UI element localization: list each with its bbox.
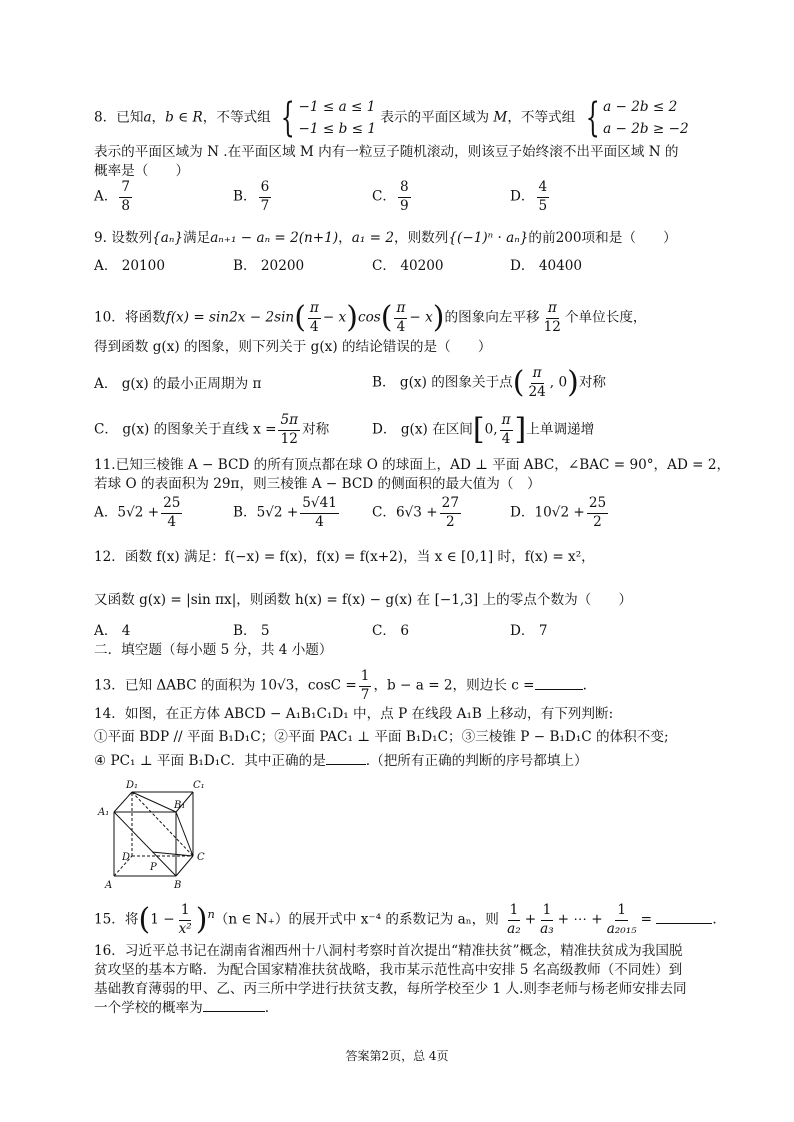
paren-open: ( (512, 365, 525, 401)
frac-den: 7 (260, 197, 270, 214)
q10-option-a: A． g(x) 的最小正周期为 π (94, 376, 262, 392)
frac-den: 4 (167, 513, 177, 530)
q10-text2: 的图象向左平移 (444, 309, 540, 326)
frac-den: a₃ (540, 920, 554, 937)
label-C1: C₁ (193, 780, 205, 791)
opt-label: A． (94, 504, 118, 521)
frac-den: 4 (310, 318, 319, 335)
q15-line1 (94, 904, 717, 936)
optD-zero: 0, (484, 421, 498, 438)
frac-den: 2 (446, 513, 455, 530)
q9-text4: 的前200项和是（ ） (528, 230, 677, 246)
q11-option-b (233, 497, 341, 529)
paren-open: ( (380, 300, 393, 336)
q10-formula: f(x) = sin2x − 2sin (165, 309, 295, 326)
frac-num: π (546, 302, 559, 319)
q8-text2: ，不等式组 (202, 109, 271, 126)
frac-den: 5 (538, 197, 548, 214)
q15-period: . (712, 911, 717, 928)
optB-text2: 对称 (578, 374, 606, 391)
equals: = (640, 911, 652, 928)
frac (440, 497, 461, 529)
opt-label: C． (372, 188, 396, 205)
answer-blank[interactable] (203, 1011, 265, 1012)
frac (526, 367, 547, 399)
q12-line2: 又函数 g(x) = |sin πx|，则函数 h(x) = f(x) − g(x) 在 [−1,3] 上的零点个数为（ ） (94, 592, 633, 608)
q10-text: 10．将函数 (94, 309, 166, 326)
bracket-open: [ (472, 412, 485, 448)
q13-period: . (582, 677, 587, 694)
dots: + ⋯ + (557, 911, 603, 928)
frac (500, 414, 513, 446)
one-minus: 1 − (150, 911, 175, 928)
q8-text4: ，不等式组 (507, 109, 576, 126)
edge-BC (176, 856, 193, 876)
q14-line1: 14．如图，在正方体 ABCD − A₁B₁C₁D₁ 中，点 P 在线段 A₁B 上移动，有下列判断: (94, 706, 614, 722)
frac-num: 5π (278, 414, 300, 431)
sys1-row1: −1 ≤ a ≤ 1 (298, 99, 376, 115)
q13-text2: ，b − a = 2，则边长 c = (373, 677, 535, 694)
frac-den: x² (178, 920, 192, 937)
label-D: D (122, 852, 131, 863)
frac-num: 25 (587, 497, 608, 514)
frac-den: 12 (280, 430, 298, 447)
q14-line2: ①平面 BDP // 平面 B₁D₁C；②平面 PAC₁ ⊥ 平面 B₁D₁C；③三棱锥 P − B₁D₁C 的体积不变; (94, 729, 669, 745)
label-B: B (174, 880, 182, 890)
q13-text: 13．已知 ΔABC 的面积为 10√3，cosC = (94, 677, 357, 694)
q16-line3: 基础教育薄弱的甲、乙、丙三所中学进行扶贫支教，每所学校至少 1 人.则李老师与杨老师安排去同 (94, 981, 687, 997)
q10-text3: 个单位长度， (564, 309, 647, 326)
opt-pre: 5√2 + (256, 504, 299, 521)
frac-num: 7 (119, 181, 132, 198)
cube-figure (96, 776, 208, 890)
q14-text2: .（把所有正确的判断的序号都填上） (365, 753, 588, 769)
optD-text: D． g(x) 在区间 (372, 421, 473, 438)
q9-seq: {aₙ} (152, 230, 183, 246)
paren-open: ( (294, 300, 306, 336)
frac (300, 497, 339, 529)
minus-x: − x (322, 309, 347, 326)
diag-PC (152, 852, 193, 856)
q9-formula1: aₙ₊₁ − aₙ = 2(n+1) (210, 230, 339, 246)
frac-pi-12 (542, 302, 563, 334)
q16-text: 一个学校的概率为 (94, 1000, 203, 1016)
label-B1: B₁ (174, 800, 186, 811)
q8-option-c (372, 181, 413, 213)
diag-D1B1 (132, 792, 176, 812)
q11-option-a (94, 497, 184, 529)
q11-option-c (372, 497, 463, 529)
opt-pre: 10√2 + (534, 504, 585, 521)
q14-text: ④ PC₁ ⊥ 平面 B₁D₁C．其中正确的是 (94, 753, 326, 769)
frac-den: 12 (543, 318, 561, 335)
frac-num: 1 (508, 904, 521, 921)
frac-den: 8 (121, 197, 131, 214)
frac-den: 4 (396, 318, 406, 335)
frac (177, 904, 194, 936)
var-M: M (489, 109, 508, 126)
answer-blank[interactable] (535, 689, 583, 690)
frac-den: 24 (528, 383, 546, 400)
q15-text: 15．将 (94, 911, 139, 928)
answer-blank[interactable] (326, 764, 366, 765)
q9-text3: ，则数列 (394, 230, 449, 246)
minus-x: − x (409, 309, 433, 326)
sys2-row2: a − 2b ≥ −2 (603, 121, 689, 137)
q14-line3 (94, 752, 588, 770)
frac-den: 7 (360, 686, 370, 703)
cos: cos (357, 309, 381, 326)
q9-line1 (94, 229, 677, 247)
optB-zero: , 0 (549, 374, 568, 391)
opt-label: A． (94, 188, 118, 205)
frac (605, 904, 639, 936)
frac-num: π (500, 414, 513, 431)
q12-line1: 12．函数 f(x) 满足：f(−x) = f(x)，f(x) = f(x+2)，当 x ∈ [0,1] 时，f(x) = x²， (94, 549, 595, 565)
label-A1: A₁ (98, 807, 110, 818)
answer-blank[interactable] (656, 923, 712, 924)
paren-open: ( (138, 902, 151, 938)
q8-text3: 表示的平面区域为 (380, 109, 490, 126)
q9-formula2: a₁ = 2 (351, 230, 394, 246)
frac-num: 1 (615, 904, 628, 921)
page-footer: 答案第2页，总 4页 (345, 1049, 449, 1063)
frac-den: 9 (400, 197, 409, 214)
opt-pre: 6√3 + (396, 504, 438, 521)
q9-option-d: D． 40400 (510, 258, 583, 274)
q9-comma: ， (338, 230, 352, 246)
frac (278, 414, 300, 446)
optD-text2: 上单调递增 (526, 421, 595, 438)
q9-option-b: B． 20200 (233, 258, 305, 274)
q8-system-1: { −1 ≤ a ≤ 1 −1 ≤ b ≤ 1 (280, 95, 377, 141)
q10-option-d (372, 414, 594, 446)
q15-text2: （n ∈ N₊）的展开式中 x⁻⁴ 的系数记为 aₙ，则 (214, 911, 499, 928)
frac (259, 181, 272, 213)
opt-label: B． (233, 188, 257, 205)
q8-comma: ， (151, 109, 166, 126)
q8-line1 (94, 96, 689, 140)
optC-text2: 对称 (302, 421, 330, 438)
label-A: A (105, 880, 113, 890)
opt-label: C． (372, 504, 396, 521)
frac-num: 27 (440, 497, 461, 514)
diag-B1C (176, 812, 193, 856)
frac-num: π (531, 367, 544, 384)
paren-close: ) (432, 300, 445, 336)
q9-text: 9. 设数列 (94, 230, 153, 246)
frac-num: 8 (398, 181, 411, 198)
frac-num: π (308, 302, 321, 319)
b-in-R: b ∈ R (165, 109, 203, 126)
q12-option-c: C． 6 (372, 623, 409, 639)
optC-text: C． g(x) 的图象关于直线 x = (94, 421, 277, 438)
frac-num: π (394, 302, 407, 319)
frac-num: 25 (161, 497, 182, 514)
frac (587, 497, 608, 529)
frac-num: 1 (359, 670, 372, 687)
q12-option-a: A． 4 (94, 623, 131, 639)
bracket-close: ] (514, 412, 527, 448)
frac (538, 904, 556, 936)
q10-option-c (94, 414, 329, 446)
q16-line4 (94, 999, 269, 1017)
q11-line1: 11.已知三棱锥 A − BCD 的所有顶点都在球 O 的球面上，AD ⊥ 平面 ABC，∠BAC = 90°，AD = 2， (94, 457, 731, 473)
label-D1: D₁ (126, 780, 139, 791)
frac (359, 670, 372, 702)
power-n: n (207, 907, 215, 922)
diag-A1B (114, 812, 176, 876)
q9-formula3: {(−1)ⁿ · aₙ} (448, 230, 529, 246)
q11-option-d (510, 497, 610, 529)
q8-option-b (233, 181, 273, 213)
frac (398, 181, 411, 213)
q10-line2: 得到函数 g(x) 的图象，则下列关于 g(x) 的结论错误的是（ ） (94, 339, 492, 355)
opt-label: D． (510, 188, 535, 205)
section-fill-in-blank-heading: 二．填空题（每小题 5 分，共 4 小题） (94, 642, 333, 658)
frac-num: 6 (259, 181, 272, 198)
frac-den: 4 (501, 430, 511, 447)
q9-text2: 满足 (183, 230, 211, 246)
q10-line1 (94, 302, 647, 334)
q16-line1: 16．习近平总书记在湖南省湘西州十八洞村考察时首次提出“精准扶贫”概念，精准扶贫成为我国脱 (94, 943, 683, 959)
sys2-row1: a − 2b ≤ 2 (603, 99, 678, 115)
frac-pi-4 (394, 302, 407, 334)
var-a: a (143, 109, 152, 126)
frac (119, 181, 132, 213)
paren-close: ) (346, 300, 358, 336)
opt-label: D． (510, 504, 535, 521)
q16-period: . (264, 1000, 270, 1016)
label-P: P (150, 862, 157, 873)
q8-line3: 概率是（ ） (94, 163, 190, 179)
q8-line2: 表示的平面区域为 N .在平面区域 M 内有一粒豆子随机滚动，则该豆子始终滚不出平面区域 N 的 (94, 144, 679, 160)
frac (161, 497, 182, 529)
frac (505, 904, 523, 936)
frac-num: 5√41 (300, 497, 339, 514)
q8-option-a (94, 181, 134, 213)
frac-den: a₂ (507, 920, 521, 937)
frac-num: 4 (537, 181, 550, 198)
paren-close: ) (195, 902, 208, 938)
q8-option-d (510, 181, 551, 213)
frac-num: 1 (179, 904, 192, 921)
frac-den: 4 (315, 513, 324, 530)
q9-option-c: C． 40200 (372, 258, 444, 274)
q12-option-d: D． 7 (510, 623, 548, 639)
edge-D1A1 (114, 792, 132, 812)
frac-den: 2 (593, 513, 602, 530)
sys1-row2: −1 ≤ b ≤ 1 (298, 121, 377, 137)
q8-text: 8．已知 (94, 109, 144, 126)
q13-line1 (94, 670, 587, 702)
optB-text: B． g(x) 的图象关于点 (372, 374, 513, 391)
q11-line2: 若球 O 的表面积为 29π，则三棱锥 A − BCD 的侧面积的最大值为（ ） (94, 476, 541, 492)
opt-pre: 5√2 + (117, 504, 160, 521)
frac-pi-4 (308, 302, 321, 334)
paren-close: ) (567, 365, 579, 401)
frac (537, 181, 550, 213)
q10-option-b (372, 367, 606, 399)
label-C: C (197, 852, 205, 863)
plus: + (524, 911, 537, 928)
q12-option-b: B． 5 (233, 623, 270, 639)
frac-num: 1 (541, 904, 554, 921)
frac-den: a₂₀₁₅ (606, 920, 637, 937)
q9-option-a: A． 20100 (94, 258, 165, 274)
q16-line2: 贫攻坚的基本方略．为配合国家精准扶贫战略，我市某示范性高中安排 5 名高级教师（不同姓）到 (94, 962, 683, 978)
q8-system-2: { a − 2b ≤ 2 a − 2b ≥ −2 (585, 95, 689, 141)
opt-label: B． (233, 504, 257, 521)
